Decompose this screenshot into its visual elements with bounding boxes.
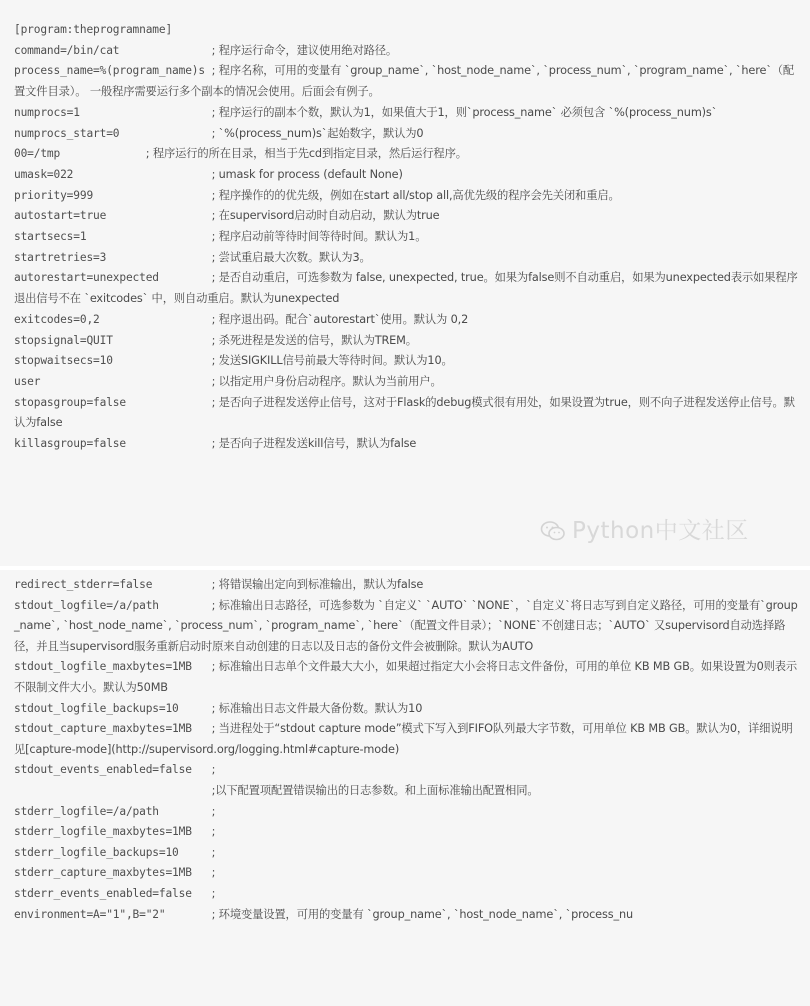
config-key: stdout_logfile_backups=10	[14, 701, 212, 715]
config-line	[14, 227, 800, 248]
config-comment: ; `%(process_num)s`起始数字，默认为0	[211, 126, 424, 140]
config-comment: ; 程序启动前等待时间等待时间。默认为1。	[211, 230, 427, 244]
config-key: stderr_logfile_maxbytes=1MB	[14, 825, 212, 839]
config-key	[14, 784, 212, 797]
config-key: exitcodes=0,2	[14, 312, 212, 326]
config-line	[14, 41, 800, 62]
config-comment: ;	[211, 825, 216, 839]
config-comment: ; 标准输出日志路径，可选参数为 `自定义` `AUTO` `NONE`，`自定义`将日志写到自定义路径，可用的变量有`group_name`, `host_node_name`, `process_num`, `program_name`, `here`（配置文件目录）；`NONE`不创建日志；`AUTO` 又supervisord自动选择路径，并且当supervisord服务重新启动时原来自动创建的日志以及日志的备份文件会被删除。默认为AUTO	[14, 598, 798, 653]
config-key: process_name=%(program_name)s	[14, 64, 212, 78]
config-key: startretries=3	[14, 250, 212, 264]
config-line	[14, 657, 800, 698]
config-key: autorestart=unexpected	[14, 271, 212, 285]
config-key: user	[14, 374, 212, 388]
config-comment: ; 是否自动重启，可选参数为 false, unexpected, true。如果为false则不自动重启，如果为unexpected表示如果程序退出信号不在 `exitcodes` 中，则自动重启。默认为unexpected	[14, 271, 798, 306]
config-line	[14, 206, 800, 227]
config-line	[14, 20, 800, 41]
config-line	[14, 781, 800, 802]
config-line	[14, 802, 800, 823]
config-key: environment=A="1",B="2"	[14, 907, 212, 921]
config-line	[14, 760, 800, 781]
config-comment: ;	[211, 886, 216, 900]
config-comment: ; 以指定用户身份启动程序。默认为当前用户。	[211, 374, 442, 388]
config-comment: ; 环境变量设置，可用的变量有 `group_name`, `host_node_name`, `process_nu	[211, 907, 633, 921]
config-key: killasgroup=false	[14, 437, 212, 451]
config-key: priority=999	[14, 188, 212, 202]
config-key: numprocs_start=0	[14, 126, 212, 140]
config-key: redirect_stderr=false	[14, 578, 212, 591]
config-line	[14, 61, 800, 102]
watermark-text: Python中文社区	[572, 518, 749, 544]
config-comment: ; 标准输出日志文件最大备份数。默认为10	[211, 701, 423, 715]
config-code-block-top	[14, 20, 800, 455]
config-line	[14, 393, 800, 434]
config-line	[14, 372, 800, 393]
config-key: stopasgroup=false	[14, 395, 212, 409]
config-line	[14, 843, 800, 864]
config-comment: ; 尝试重启最大次数。默认为3。	[211, 250, 371, 264]
config-key: startsecs=1	[14, 230, 212, 244]
config-line	[14, 124, 800, 145]
config-comment: ;	[211, 866, 216, 880]
config-comment: ; 当进程处于“stdout capture mode”模式下写入到FIFO队列最大字节数，可用单位 KB MB GB。默认为0，详细说明见[capture-mode](http://supervisord.org/logging.html#capture-mode)	[14, 722, 793, 756]
config-key: stopwaitsecs=10	[14, 354, 212, 368]
config-comment: ; 程序运行的所在目录，相当于先cd到指定目录，然后运行程序。	[145, 147, 467, 161]
config-line	[14, 434, 800, 455]
config-key: stdout_events_enabled=false	[14, 763, 212, 777]
config-line	[14, 310, 800, 331]
config-key: stderr_capture_maxbytes=1MB	[14, 866, 212, 880]
config-comment: ; 程序操作的的优先级，例如在start all/stop all,高优先级的程序会先关闭和重启。	[211, 188, 620, 202]
config-key: stdout_capture_maxbytes=1MB	[14, 722, 212, 736]
config-key: stopsignal=QUIT	[14, 333, 212, 347]
config-key: autostart=true	[14, 209, 212, 223]
config-comment: ;	[211, 845, 216, 859]
config-key: umask=022	[14, 167, 212, 181]
config-line	[14, 719, 800, 760]
config-comment: ; 在supervisord启动时自动启动，默认为true	[211, 209, 440, 223]
config-key: stdout_logfile=/a/path	[14, 598, 212, 612]
config-comment: ; 是否向子进程发送停止信号，这对于Flask的debug模式很有用处，如果设置为true，则不向子进程发送停止信号。默认为false	[14, 395, 795, 430]
config-key: stdout_logfile_maxbytes=1MB	[14, 660, 212, 674]
config-comment: ; 杀死进程是发送的信号，默认为TREM。	[211, 333, 417, 347]
config-comment: ;	[211, 763, 216, 777]
config-key: 00=/tmp	[14, 147, 146, 161]
config-comment: ;	[211, 804, 216, 818]
config-comment: ; 程序运行命令，建议使用绝对路径。	[211, 43, 398, 57]
config-panel-bottom	[0, 570, 810, 1006]
config-comment: ; 是否向子进程发送kill信号，默认为false	[211, 437, 417, 451]
config-line	[14, 268, 800, 309]
config-line	[14, 186, 800, 207]
config-line	[14, 596, 800, 658]
config-line	[14, 248, 800, 269]
config-line	[14, 351, 800, 372]
config-comment: ; 程序名称，可用的变量有 `group_name`, `host_node_name`, `process_num`, `program_name`, `here`（配置文件目录）。 一般程序需要运行多个副本的情况会使用。后面会有例子。	[14, 64, 795, 99]
wechat-logo-icon	[540, 520, 566, 542]
config-line	[14, 822, 800, 843]
config-line	[14, 699, 800, 720]
config-key: stderr_logfile=/a/path	[14, 804, 212, 818]
config-line	[14, 575, 800, 596]
config-key: stderr_events_enabled=false	[14, 886, 212, 900]
config-line	[14, 905, 800, 926]
config-comment: ;以下配置项配置错误输出的日志参数。和上面标准输出配置相同。	[211, 783, 539, 797]
config-comment: ; 将错误输出定向到标准输出，默认为false	[211, 578, 424, 591]
config-line	[14, 331, 800, 352]
config-comment: ; 程序运行的副本个数，默认为1，如果值大于1，则`process_name` 必须包含 `%(process_num)s`	[211, 105, 718, 119]
config-code-block-bottom	[14, 575, 800, 925]
config-key: numprocs=1	[14, 105, 212, 119]
config-comment: ; 发送SIGKILL信号前最大等待时间。默认为10。	[211, 354, 453, 368]
config-key: stderr_logfile_backups=10	[14, 845, 212, 859]
config-comment: ; 标准输出日志单个文件最大大小，如果超过指定大小会将日志文件备份，可用的单位 KB MB GB。如果设置为0则表示不限制文件大小。默认为50MB	[14, 660, 798, 694]
config-comment: ; 程序退出码。配合`autorestart`使用。默认为 0,2	[211, 312, 469, 326]
watermark	[540, 512, 749, 545]
config-line	[14, 103, 800, 124]
config-line	[14, 165, 800, 186]
config-key: command=/bin/cat	[14, 43, 212, 57]
config-line	[14, 884, 800, 905]
config-key: [program:theprogramname]	[14, 23, 173, 36]
config-comment: ; umask for process (default None)	[211, 167, 403, 181]
config-line	[14, 144, 800, 165]
config-line	[14, 863, 800, 884]
